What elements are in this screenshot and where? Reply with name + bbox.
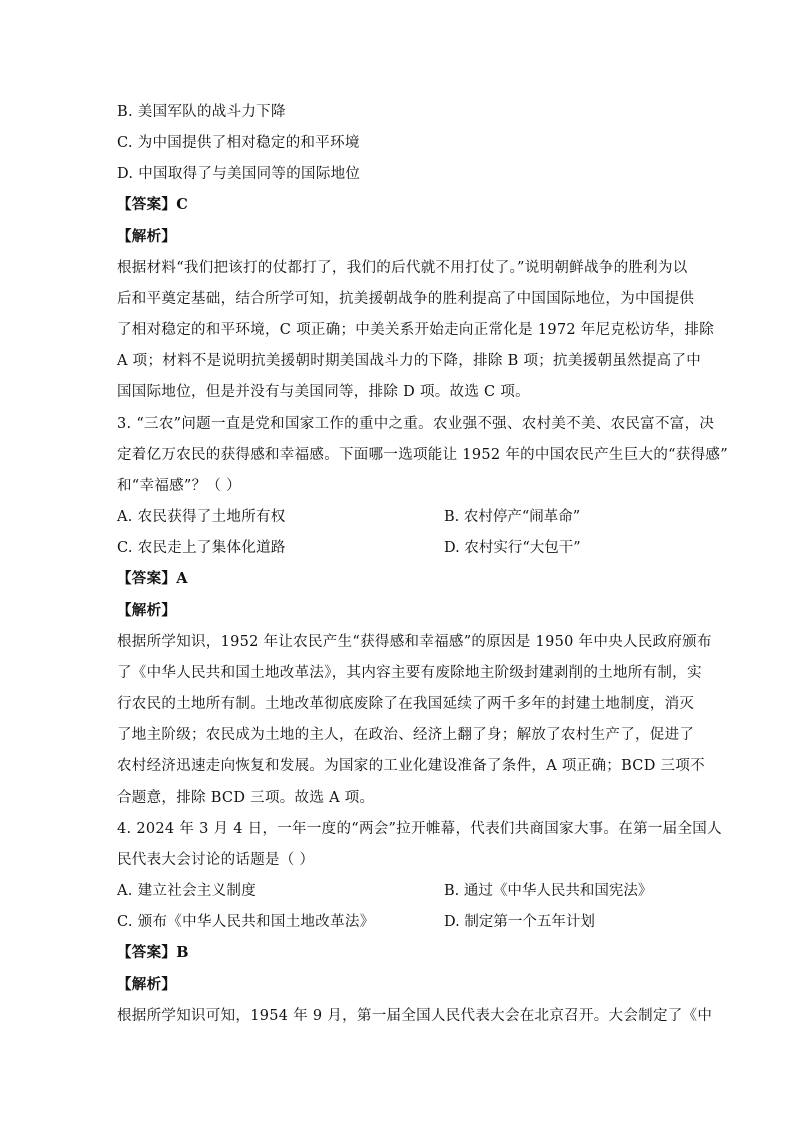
q4-option-d: D. 制定第一个五年计划 bbox=[444, 914, 595, 930]
q3-answer: 【答案】A bbox=[117, 570, 188, 587]
q3-analysis-line: 行农民的土地所有制。土地改革彻底废除了在我国延续了两千多年的封建土地制度，消灭 bbox=[117, 696, 695, 712]
q3-analysis-line: 了《中华人民共和国土地改革法》，其内容主要有废除地主阶级封建剥削的土地所有制，实 bbox=[117, 665, 702, 681]
q2-option-b: B. 美国军队的战斗力下降 bbox=[117, 104, 286, 120]
q3-analysis-line: 根据所学知识，1952 年让农民产生“获得感和幸福感”的原因是 1950 年中央人民政府颁布 bbox=[117, 634, 712, 650]
q2-analysis-line: A 项；材料不是说明抗美援朝时期美国战斗力的下降，排除 B 项；抗美援朝虽然提高了中 bbox=[117, 353, 702, 369]
q4-analysis-line: 根据所学知识可知，1954 年 9 月，第一届全国人民代表大会在北京召开。大会制定了《中 bbox=[117, 1008, 713, 1024]
q3-option-d: D. 农村实行“大包干” bbox=[444, 540, 581, 556]
q3-analysis-line: 了地主阶级；农民成为土地的主人，在政治、经济上翻了身；解放了农村生产了，促进了 bbox=[117, 727, 695, 743]
q2-analysis-line: 根据材料“我们把该打的仗都打了，我们的后代就不用打仗了。”说明朝鲜战争的胜利为以 bbox=[117, 260, 688, 276]
q3-option-c: C. 农民走上了集体化道路 bbox=[117, 540, 286, 556]
q2-analysis-line: 国国际地位，但是并没有与美国同等，排除 D 项。故选 C 项。 bbox=[117, 384, 530, 400]
q4-analysis-label: 【解析】 bbox=[117, 976, 177, 993]
q2-option-d: D. 中国取得了与美国同等的国际地位 bbox=[117, 166, 361, 182]
q4-option-c: C. 颁布《中华人民共和国土地改革法》 bbox=[117, 914, 375, 930]
q4-option-a: A. 建立社会主义制度 bbox=[117, 883, 256, 899]
q3-stem-line: 和“幸福感”？（ ） bbox=[117, 478, 241, 494]
q3-option-a: A. 农民获得了土地所有权 bbox=[117, 509, 286, 525]
q2-analysis-line: 后和平奠定基础，结合所学可知，抗美援朝战争的胜利提高了中国国际地位，为中国提供 bbox=[117, 291, 695, 307]
q3-stem-line: 定着亿万农民的获得感和幸福感。下面哪一选项能让 1952 年的中国农民产生巨大的“获得感” bbox=[117, 447, 728, 463]
q2-analysis-label: 【解析】 bbox=[117, 228, 177, 245]
q2-option-c: C. 为中国提供了相对稳定的和平环境 bbox=[117, 135, 360, 151]
q4-stem-line: 4. 2024 年 3 月 4 日，一年一度的“两会”拉开帷幕，代表们共商国家大事。在第一届全国人 bbox=[117, 821, 722, 837]
q2-answer: 【答案】C bbox=[117, 196, 189, 213]
q3-analysis-line: 农村经济迅速走向恢复和发展。为国家的工业化建设准备了条件，A 项正确；BCD 三项不 bbox=[117, 758, 705, 774]
q3-option-b: B. 农村停产“闹革命” bbox=[444, 509, 581, 525]
q2-analysis-line: 了相对稳定的和平环境，C 项正确；中美关系开始走向正常化是 1972 年尼克松访华，排除 bbox=[117, 322, 715, 338]
q4-option-b: B. 通过《中华人民共和国宪法》 bbox=[444, 883, 653, 899]
q4-answer: 【答案】B bbox=[117, 944, 189, 961]
q3-analysis-line: 合题意，排除 BCD 三项。故选 A 项。 bbox=[117, 790, 375, 806]
q4-stem-line: 民代表大会讨论的话题是（ ） bbox=[117, 852, 315, 868]
q3-analysis-label: 【解析】 bbox=[117, 602, 177, 619]
q3-stem-line: 3. “三农”问题一直是党和国家工作的重中之重。农业强不强、农村美不美、农民富不富，决 bbox=[117, 416, 715, 432]
